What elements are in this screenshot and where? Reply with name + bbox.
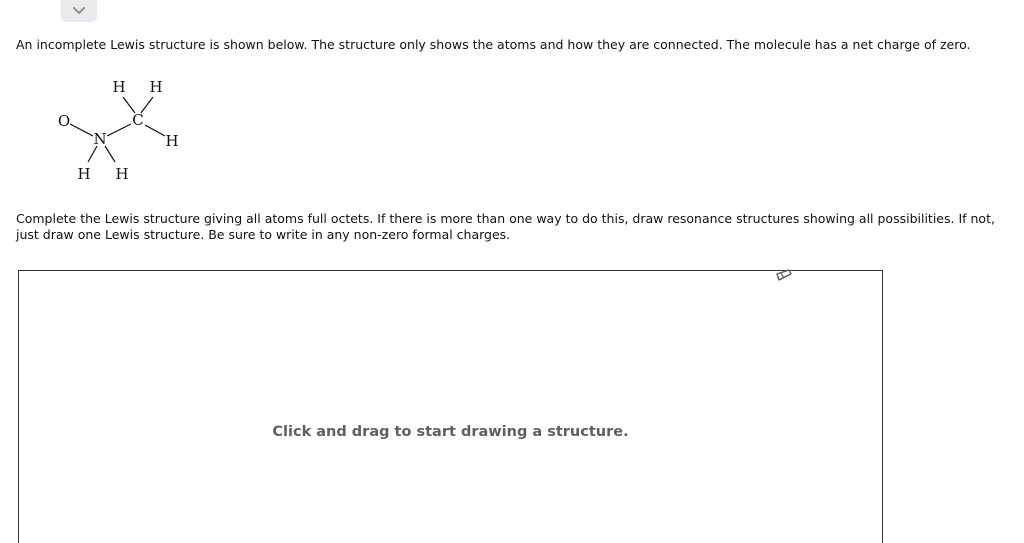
bond-o-n: [70, 124, 93, 136]
collapse-button[interactable]: [61, 0, 97, 22]
question-instructions: Complete the Lewis structure giving all atoms full octets. If there is more than one way to do this, draw resonance structures showing all possibilities. If not, just draw one Lewis structure. Be sure to write in any non-zero formal charges.: [16, 211, 995, 242]
atom-n: N: [93, 130, 107, 148]
eraser-icon[interactable]: [775, 268, 793, 282]
atom-c: C: [132, 111, 144, 129]
atom-o: O: [57, 112, 71, 130]
lewis-structure-diagram: [55, 74, 195, 189]
atom-h-bottom-right: H: [115, 165, 129, 183]
bond-c-h-right: [145, 125, 165, 136]
atom-h-top-right: H: [149, 78, 163, 96]
atom-h-top-left: H: [112, 78, 126, 96]
atom-h-right: H: [165, 132, 179, 150]
bond-n-c: [107, 124, 131, 136]
chevron-down-icon: [72, 6, 86, 16]
bond-n-h-bottom-left: [88, 146, 97, 162]
bond-n-h-bottom-right: [105, 146, 115, 162]
atom-h-bottom-left: H: [77, 165, 91, 183]
canvas-hint: Click and drag to start drawing a structure.: [272, 424, 629, 440]
question-intro: An incomplete Lewis structure is shown below. The structure only shows the atoms and how they are connected. The molecule has a net charge of zero.: [16, 37, 971, 52]
drawing-canvas[interactable]: [18, 270, 883, 543]
